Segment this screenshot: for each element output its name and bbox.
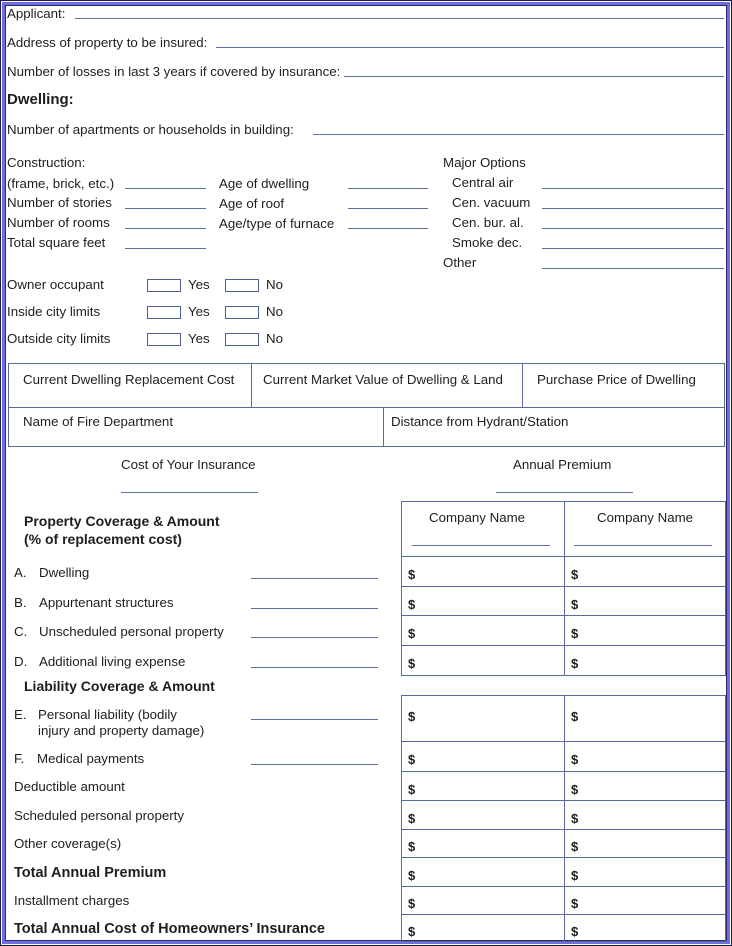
stories-field[interactable] (125, 208, 206, 209)
dollar-sign: $ (571, 709, 579, 724)
inside-city-yes-checkbox[interactable] (147, 306, 181, 319)
additional-living-expense-field[interactable] (251, 667, 378, 668)
property-coverage-heading: Property Coverage & Amount (24, 513, 220, 529)
dollar-sign: $ (408, 567, 416, 582)
company-1-header (401, 501, 565, 557)
dwelling-company-1[interactable] (401, 556, 565, 587)
dollar-sign: $ (571, 781, 579, 797)
cen-bur-al-label: Cen. bur. al. (452, 215, 524, 230)
dollar-sign: $ (408, 709, 416, 724)
additional-living-expense-company-2[interactable] (564, 645, 726, 676)
age-roof-field[interactable] (348, 208, 428, 209)
dollar-sign: $ (408, 923, 416, 939)
other-field[interactable] (542, 268, 724, 269)
dollar-sign: $ (408, 810, 416, 826)
company-2-field[interactable] (574, 545, 712, 546)
furnace-label: Age/type of furnace (219, 216, 335, 231)
fire-department-label: Name of Fire Department (23, 414, 174, 429)
applicant-label: Applicant: (7, 6, 66, 21)
unscheduled-personal-property-company-2[interactable] (564, 615, 726, 646)
outside-city-label: Outside city limits (7, 331, 111, 346)
dollar-sign: $ (571, 656, 579, 671)
property-coverage-subtitle: (% of replacement cost) (24, 531, 182, 547)
company-1-label: Company Name (429, 510, 526, 525)
construction-type-label: (frame, brick, etc.) (7, 176, 115, 191)
construction-type-field[interactable] (125, 188, 206, 189)
item-letter: D. (14, 654, 28, 669)
cen-vacuum-field[interactable] (542, 208, 724, 209)
total-annual-cost-of-homeowners-insurance-company-1[interactable] (401, 914, 565, 942)
deductible-amount-company-2[interactable] (564, 771, 726, 801)
scheduled-personal-property-label: Scheduled personal property (14, 807, 185, 823)
dollar-sign: $ (571, 626, 579, 641)
dwelling-label: Dwelling (39, 565, 90, 580)
cen-bur-al-field[interactable] (542, 228, 724, 229)
item-letter: E. (14, 707, 27, 722)
dollar-sign: $ (571, 923, 579, 939)
dwelling-company-2[interactable] (564, 556, 726, 587)
losses-label: Number of losses in last 3 years if covered by insurance: (7, 64, 341, 79)
annual-premium-label: Annual Premium (513, 457, 612, 472)
item-letter: C. (14, 624, 28, 639)
company-2-label: Company Name (597, 510, 694, 525)
dollar-sign: $ (571, 567, 579, 582)
personal-liability-label-2: injury and property damage) (38, 723, 205, 738)
other-coverage-s-label: Other coverage(s) (14, 836, 122, 851)
total-annual-cost-of-homeowners-insurance-company-2[interactable] (564, 914, 726, 942)
dollar-sign: $ (571, 896, 579, 911)
installment-charges-company-1[interactable] (401, 886, 565, 915)
dollar-sign: $ (571, 867, 579, 883)
outside-city-no-checkbox[interactable] (225, 333, 259, 346)
purchase-price-cell[interactable] (522, 363, 725, 408)
rooms-label: Number of rooms (7, 215, 110, 230)
cost-field[interactable] (121, 492, 258, 493)
other-coverage-s-company-2[interactable] (564, 829, 726, 858)
dollar-sign: $ (408, 839, 416, 854)
yes-label: Yes (188, 304, 210, 319)
additional-living-expense-label: Additional living expense (39, 654, 186, 669)
owner-occupant-yes-checkbox[interactable] (147, 279, 181, 292)
personal-liability-field[interactable] (251, 719, 378, 720)
appurtenant-structures-label: Appurtenant structures (39, 594, 174, 610)
annual-premium-field[interactable] (496, 492, 633, 493)
dollar-sign: $ (571, 752, 579, 767)
medical-payments-label: Medical payments (37, 751, 145, 766)
cen-vacuum-label: Cen. vacuum (452, 195, 531, 210)
cost-label: Cost of Your Insurance (121, 457, 256, 472)
apartments-field[interactable] (313, 134, 724, 135)
applicant-field[interactable] (75, 18, 724, 19)
total-annual-cost-of-homeowners-insurance-label: Total Annual Cost of Homeowners’ Insurance (14, 920, 325, 937)
smoke-dec-label: Smoke dec. (452, 235, 523, 250)
deductible-amount-company-1[interactable] (401, 771, 565, 801)
dollar-sign: $ (408, 626, 416, 641)
replacement-cost-label: Current Dwelling Replacement Cost (23, 372, 235, 387)
rooms-field[interactable] (125, 228, 206, 229)
dollar-sign: $ (408, 867, 416, 883)
yes-label: Yes (188, 331, 210, 346)
apartments-label: Number of apartments or households in building: (7, 122, 294, 137)
dollar-sign: $ (408, 656, 416, 671)
hydrant-distance-label: Distance from Hydrant/Station (391, 414, 569, 429)
appurtenant-structures-company-2[interactable] (564, 586, 726, 616)
dollar-sign: $ (408, 781, 416, 797)
medical-payments-field[interactable] (251, 764, 378, 765)
major-options-heading: Major Options (443, 155, 526, 170)
inside-city-no-checkbox[interactable] (225, 306, 259, 319)
total-annual-premium-company-1[interactable] (401, 857, 565, 887)
company-1-field[interactable] (412, 545, 550, 546)
deductible-amount-label: Deductible amount (14, 778, 125, 794)
medical-payments-company-2[interactable] (564, 741, 726, 772)
losses-field[interactable] (344, 76, 724, 77)
fire-department-cell[interactable] (8, 407, 384, 447)
replacement-cost-cell[interactable] (8, 363, 252, 408)
total-annual-premium-company-2[interactable] (564, 857, 726, 887)
no-label: No (266, 331, 283, 346)
appurtenant-structures-company-1[interactable] (401, 586, 565, 616)
dollar-sign: $ (408, 752, 416, 767)
address-field[interactable] (216, 47, 724, 48)
square-feet-label: Total square feet (7, 235, 106, 250)
purchase-price-label: Purchase Price of Dwelling (537, 372, 696, 387)
other-label: Other (443, 255, 477, 270)
inside-city-label: Inside city limits (7, 304, 101, 319)
no-label: No (266, 304, 283, 319)
dollar-sign: $ (571, 839, 579, 854)
additional-living-expense-company-1[interactable] (401, 645, 565, 676)
appurtenant-structures-field[interactable] (251, 608, 378, 609)
hydrant-distance-cell[interactable] (383, 407, 725, 447)
personal-liability-company-1[interactable] (401, 695, 565, 742)
item-letter: A. (14, 565, 27, 580)
other-coverage-s-company-1[interactable] (401, 829, 565, 858)
item-letter: F. (14, 751, 25, 766)
construction-heading: Construction: (7, 155, 86, 170)
dwelling-heading: Dwelling: (7, 91, 74, 108)
unscheduled-personal-property-company-1[interactable] (401, 615, 565, 646)
unscheduled-personal-property-label: Unscheduled personal property (39, 624, 224, 639)
dollar-sign: $ (571, 596, 579, 612)
smoke-dec-field[interactable] (542, 248, 724, 249)
dollar-sign: $ (408, 596, 416, 612)
medical-payments-company-1[interactable] (401, 741, 565, 772)
dwelling-field[interactable] (251, 578, 378, 579)
unscheduled-personal-property-field[interactable] (251, 637, 378, 638)
total-annual-premium-label: Total Annual Premium (14, 864, 167, 881)
square-feet-field[interactable] (125, 248, 206, 249)
market-value-cell[interactable] (251, 363, 523, 408)
dollar-sign: $ (571, 810, 579, 826)
installment-charges-label: Installment charges (14, 893, 130, 908)
market-value-label: Current Market Value of Dwelling & Land (263, 372, 503, 387)
age-dwelling-label: Age of dwelling (219, 176, 310, 191)
outside-city-yes-checkbox[interactable] (147, 333, 181, 346)
dollar-sign: $ (408, 896, 416, 911)
central-air-field[interactable] (542, 188, 724, 189)
furnace-field[interactable] (348, 228, 428, 229)
age-dwelling-field[interactable] (348, 188, 428, 189)
owner-occupant-no-checkbox[interactable] (225, 279, 259, 292)
liability-coverage-heading: Liability Coverage & Amount (24, 678, 215, 694)
personal-liability-company-2[interactable] (564, 695, 726, 742)
address-label: Address of property to be insured: (7, 35, 208, 50)
scheduled-personal-property-company-1[interactable] (401, 800, 565, 830)
item-letter: B. (14, 594, 27, 610)
owner-occupant-label: Owner occupant (7, 277, 104, 292)
scheduled-personal-property-company-2[interactable] (564, 800, 726, 830)
no-label: No (266, 277, 283, 292)
personal-liability-label: Personal liability (bodily (38, 707, 177, 722)
company-2-header (564, 501, 726, 557)
central-air-label: Central air (452, 175, 514, 190)
stories-label: Number of stories (7, 195, 112, 210)
age-roof-label: Age of roof (219, 196, 285, 211)
installment-charges-company-2[interactable] (564, 886, 726, 915)
yes-label: Yes (188, 277, 210, 292)
